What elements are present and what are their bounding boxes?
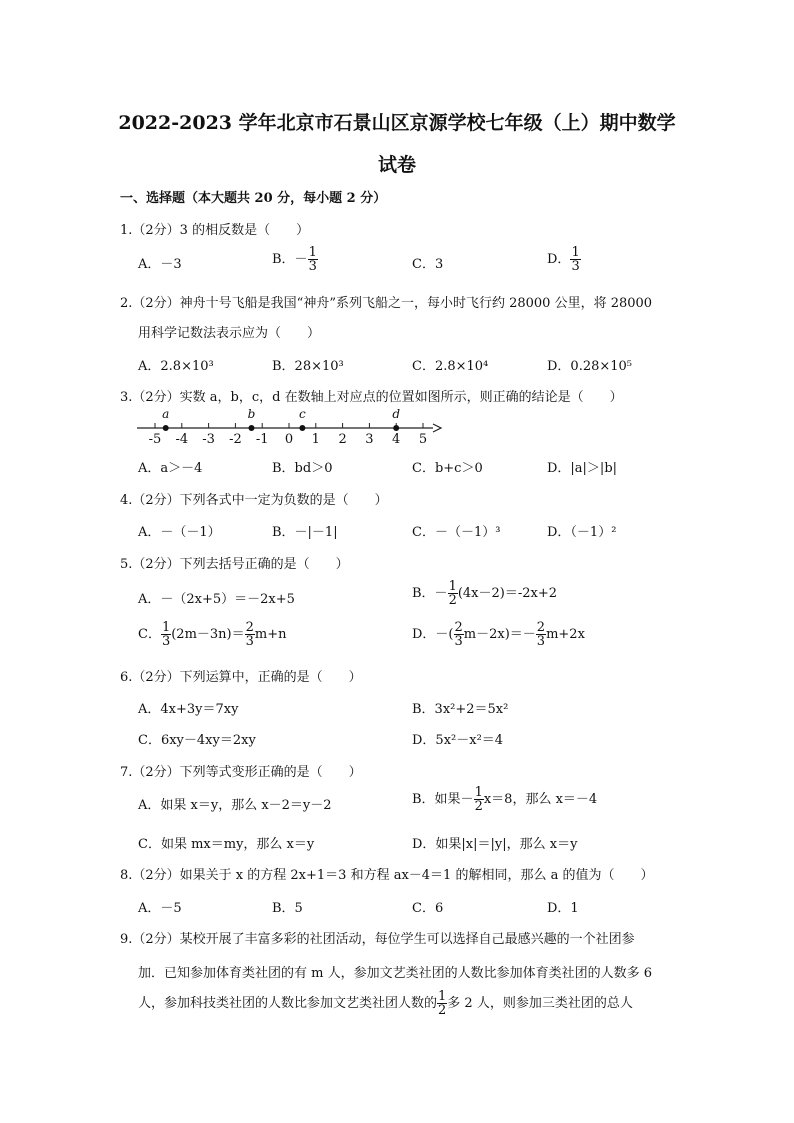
question-6-stem: 6.（2分）下列运算中，正确的是（ ）	[120, 670, 362, 685]
question-3-stem: 3.（2分）实数 a，b，c，d 在数轴上对应点的位置如图所示，则正确的结论是（ ）	[120, 390, 623, 405]
question-1-option-d[interactable]	[547, 246, 581, 273]
option-expr: m+n	[254, 627, 287, 642]
question-1-option-c[interactable]: C．3	[412, 257, 444, 272]
tick-label: 2	[338, 432, 347, 447]
question-7-option-d[interactable]: D．如果|x|＝|y|，那么 x＝y	[412, 837, 578, 852]
stem-text: 多 2 人，则参加三类社团的总人	[447, 996, 633, 1011]
fraction: $\frac{2}{3}$	[536, 620, 546, 649]
question-5-option-a[interactable]: A．－（2x+5）＝－2x+5	[138, 592, 295, 607]
question-7-stem: 7.（2分）下列等式变形正确的是（ ）	[120, 765, 362, 780]
fraction: $\frac{1}{3}$	[161, 620, 171, 649]
point-label-a: a	[162, 407, 170, 421]
fraction: $\frac{2}{3}$	[454, 620, 463, 649]
fraction: $\frac{2}{3}$	[245, 620, 254, 649]
point-c	[299, 425, 305, 431]
question-5-option-c[interactable]	[138, 621, 287, 648]
option-expr: x＝8，那么 x＝－4	[483, 792, 598, 807]
tick-label: 5	[418, 432, 428, 447]
question-2-stem: 2.（2分）神舟十号飞船是我国“神舟”系列飞船之一，每小时飞行约 28000 公里，将 28000	[120, 296, 653, 311]
option-b-label: B．－	[272, 252, 308, 267]
option-expr: (2m－3n)＝	[171, 627, 245, 642]
question-1-stem: 1.（2分）3 的相反数是（ ）	[120, 223, 310, 238]
question-4-option-a[interactable]: A．－（－1）	[138, 525, 221, 540]
fraction: $\frac{1}{2}$	[474, 785, 483, 814]
question-9-stem-cont: 加．已知参加体育类社团的有 m 人，参加文艺类社团的人数比参加体育类社团的人数多 6	[138, 966, 652, 981]
question-3-option-b[interactable]: B．bd＞0	[272, 461, 333, 476]
option-label: B．－	[412, 586, 448, 601]
point-label-b: b	[247, 407, 256, 421]
question-4-option-d[interactable]: D．（－1）²	[547, 525, 617, 540]
question-5-option-d[interactable]	[412, 621, 585, 648]
option-expr: m+2x	[546, 627, 585, 642]
option-d-label: D．	[547, 252, 571, 267]
tick-label: 0	[284, 432, 294, 447]
option-label: D．－(	[412, 627, 454, 642]
question-9-stem: 9.（2分）某校开展了丰富多彩的社团活动，每位学生可以选择自己最感兴趣的一个社团参	[120, 932, 635, 947]
question-8-stem: 8.（2分）如果关于 x 的方程 2x+1＝3 和方程 ax－4＝1 的解相同，那么 a 的值为（ ）	[120, 868, 654, 883]
question-4-option-b[interactable]: B．－|－1|	[272, 525, 338, 540]
question-9-stem-cont2	[138, 990, 633, 1017]
question-7-option-b[interactable]	[412, 786, 597, 813]
question-6-option-d[interactable]: D．5x²－x²＝4	[412, 733, 504, 748]
question-6-option-a[interactable]: A．4x+3y＝7xy	[138, 702, 239, 717]
tick-label: 4	[392, 432, 401, 447]
option-label: B．如果－	[412, 792, 474, 807]
exam-title-line1: 2022-2023 学年北京市石景山区京源学校七年级（上）期中数学	[118, 112, 676, 134]
fraction: $\frac{1}{2}$	[448, 579, 457, 608]
point-a	[163, 425, 169, 431]
question-8-option-a[interactable]: A．－5	[138, 901, 182, 916]
question-2-option-b[interactable]: B．28×10³	[272, 359, 344, 374]
question-2-option-a[interactable]: A．2.8×10³	[138, 359, 214, 374]
tick-label: -2	[229, 432, 242, 447]
option-expr: m－2x)＝－	[463, 627, 536, 642]
question-3-option-d[interactable]: D．|a|＞|b|	[547, 461, 618, 476]
question-8-option-d[interactable]: D．1	[547, 901, 579, 916]
exam-title-line2: 试卷	[377, 154, 416, 176]
question-4-stem: 4.（2分）下列各式中一定为负数的是（ ）	[120, 493, 388, 508]
number-line	[133, 403, 453, 451]
tick-label: -4	[175, 432, 189, 447]
axis-arrow-icon	[433, 424, 441, 432]
question-3-option-c[interactable]: C．b+c＞0	[412, 461, 483, 476]
fraction: $\frac{1}{2}$	[438, 989, 447, 1018]
question-3-option-a[interactable]: A．a＞－4	[138, 461, 203, 476]
tick-label: 1	[311, 432, 320, 447]
question-7-option-a[interactable]: A．如果 x＝y，那么 x－2＝y－2	[138, 798, 332, 813]
point-d	[393, 425, 399, 431]
point-label-d: d	[392, 407, 401, 421]
question-8-option-b[interactable]: B．5	[272, 901, 303, 916]
question-1-option-a[interactable]: A．－3	[138, 257, 182, 272]
question-1-option-b[interactable]	[272, 246, 318, 273]
question-5-stem: 5.（2分）下列去括号正确的是（ ）	[120, 557, 349, 572]
section-heading: 一、选择题（本大题共 20 分，每小题 2 分）	[120, 191, 387, 206]
question-6-option-b[interactable]: B．3x²+2＝5x²	[412, 702, 509, 717]
question-2-option-c[interactable]: C．2.8×10⁴	[412, 359, 489, 374]
option-label: C．	[138, 627, 161, 642]
question-5-option-b[interactable]	[412, 580, 557, 607]
question-2-option-d[interactable]: D．0.28×10⁵	[547, 359, 633, 374]
question-7-option-c[interactable]: C．如果 mx＝my，那么 x＝y	[138, 837, 315, 852]
point-label-c: c	[299, 407, 306, 421]
question-8-option-c[interactable]: C．6	[412, 901, 444, 916]
fraction: $\frac{1}{3}$	[308, 245, 317, 274]
tick-label: -1	[255, 432, 269, 447]
tick-label: -3	[202, 432, 215, 447]
fraction: $\frac{1}{3}$	[571, 245, 580, 274]
tick-label: -5	[148, 432, 162, 447]
question-2-stem-cont: 用科学记数法表示应为（ ）	[138, 326, 321, 341]
point-b	[248, 425, 254, 431]
question-4-option-c[interactable]: C．－（－1）³	[412, 525, 501, 540]
question-6-option-c[interactable]: C．6xy－4xy＝2xy	[138, 733, 256, 748]
stem-text: 人，参加科技类社团的人数比参加文艺类社团人数的	[138, 996, 438, 1011]
option-expr: (4x－2)＝-2x+2	[457, 586, 558, 601]
tick-label: 3	[365, 432, 374, 447]
